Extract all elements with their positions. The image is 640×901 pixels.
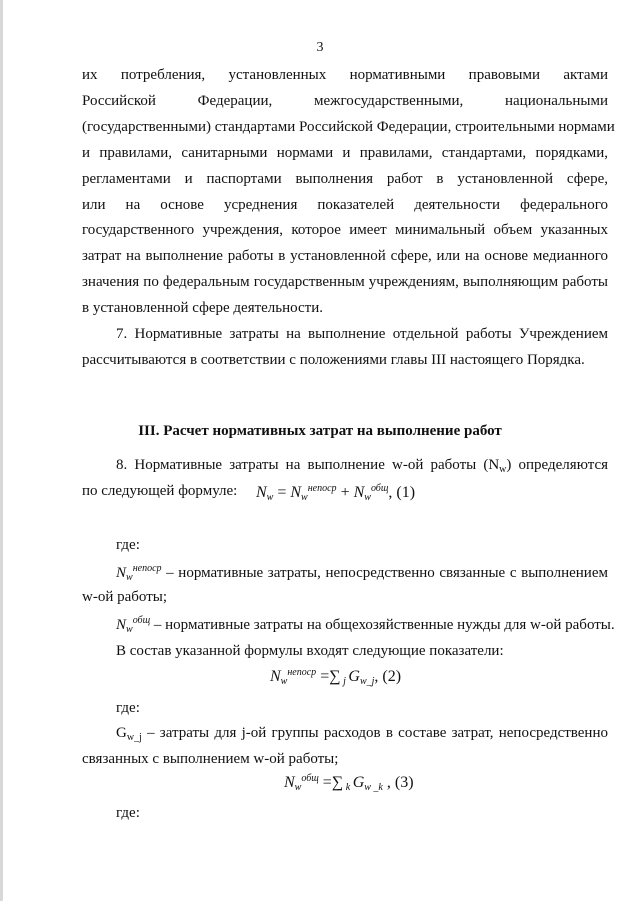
definition-line: $N_w^{непоср}$ – нормативные затраты, непосредственно связанные с выполнением [116, 563, 608, 583]
formula-3: $N_w^{общ}$ =∑ $_k$ $G_{w \_k}$ , (3) [284, 773, 414, 793]
where-label: где: [116, 537, 140, 553]
scan-edge [0, 0, 3, 901]
text-line: или на основе усреднения показателей деятельности федерального [82, 197, 608, 213]
text-line: значения по федеральным государственным учреждениям, выполняющим работы [82, 274, 608, 290]
definition-line: $N_w^{общ}$ – нормативные затраты на общехозяйственные нужды для w-ой работы. [116, 615, 615, 635]
text-line: связанных с выполнением w-ой работы; [82, 751, 339, 767]
text-line: 8. Нормативные затраты на выполнение w-ой работы $(N_w)$ определяются [116, 457, 608, 475]
text-line: регламентами и паспортами выполнения работ в установленной сфере, [82, 171, 608, 187]
text-line: (государственными) стандартами Российской Федерации, строительными нормами [82, 119, 615, 135]
text-line: по следующей формуле: [82, 483, 238, 499]
page-number: 3 [316, 40, 324, 55]
text-line: 7. Нормативные затраты на выполнение отдельной работы Учреждением [116, 326, 608, 342]
text-line: государственного учреждения, которое имеет минимальный объем указанных [82, 222, 608, 238]
where-label: где: [116, 700, 140, 716]
text-line: рассчитываются в соответствии с положениями главы III настоящего Порядка. [82, 352, 585, 368]
text-line: В состав указанной формулы входят следующие показатели: [116, 643, 504, 659]
text-line: и правилами, санитарными нормами и правилами, стандартами, порядками, [82, 145, 608, 161]
formula-2: $N_w^{непоср}$ =∑ $_j$ $G_{w\_j}$, (2) [270, 667, 402, 687]
text-line: Российской Федерации, межгосударственными, национальными [82, 93, 608, 109]
where-label: где: [116, 805, 140, 821]
text-line: в установленной сфере деятельности. [82, 300, 324, 316]
definition-line: $G_{w\_j}$ – затраты для j-ой группы расходов в составе затрат, непосредственно [116, 725, 608, 743]
text-line: затрат на выполнение работы в установленной сфере, или на основе медианного [82, 248, 608, 264]
formula-1: $N_w = N_w^{непоср} + N_w^{общ}$, (1) [256, 483, 416, 503]
section-heading: III. Расчет нормативных затрат на выполнение работ [138, 423, 502, 439]
text-line: их потребления, установленных нормативными правовыми актами [82, 67, 608, 83]
text-line: w-ой работы; [82, 589, 167, 605]
